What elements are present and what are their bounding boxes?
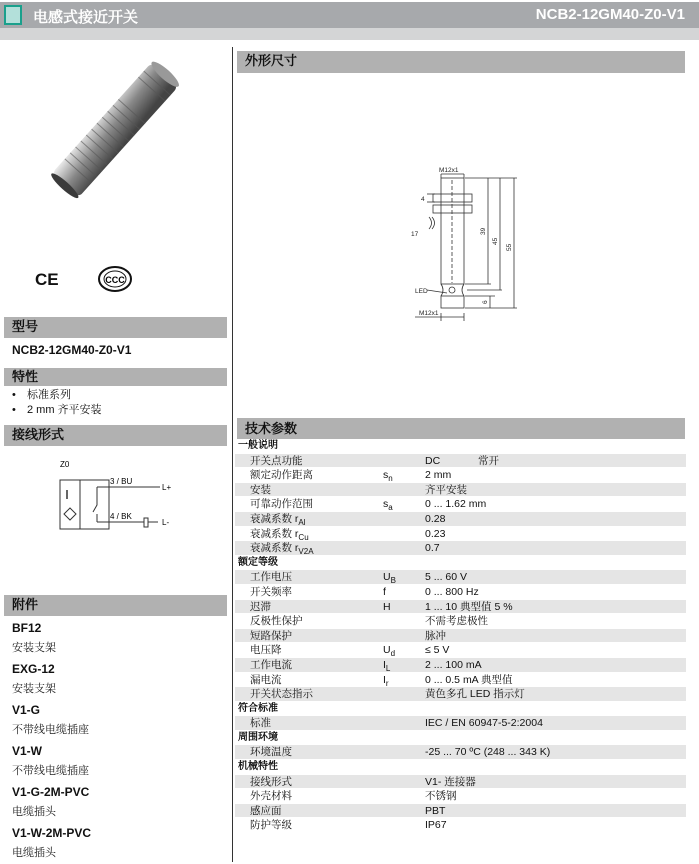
spec-symbol: $I_r$ [383,673,389,688]
spec-label: 电压降 [250,644,282,657]
spec-row [235,483,686,498]
spec-label: 标准 [250,717,271,730]
spec-label: 接线形式 [250,775,292,788]
spec-label: 漏电流 [250,673,282,686]
spec-row [235,775,686,790]
spec-symbol: $s_n$ [383,469,393,484]
spec-row [235,629,686,644]
svg-text:L+: L+ [162,483,172,492]
spec-value: 0.23 [425,527,446,540]
product-image [20,50,210,210]
svg-text:45: 45 [492,237,499,245]
specs-table [235,439,686,833]
spec-label: 衰减系数 $r_{V2A}$ [250,542,314,557]
svg-text:LED: LED [415,288,428,295]
accessory-name[interactable]: V1-G-2M-PVC [12,785,90,799]
spec-value: DC [425,454,441,467]
type-heading: 型号 [4,317,227,338]
spec-label: 防护等级 [250,819,292,832]
spec-value: 2 ... 100 mA [425,658,482,671]
spec-label: 额定动作距离 [250,469,313,482]
accessory-desc: 电缆插头 [12,847,56,859]
spec-row [235,541,686,556]
accessory-name[interactable]: V1-G [12,703,41,717]
spec-row [235,804,686,819]
spec-label: 反极性保护 [250,615,303,628]
spec-label: 工作电压 [250,571,292,584]
spec-row [235,673,686,688]
spec-value: 0.7 [425,542,440,555]
svg-text:4 / BK: 4 / BK [110,512,132,521]
svg-text:39: 39 [480,227,487,235]
spec-row [235,570,686,585]
dimensions-heading: 外形尺寸 [237,51,685,73]
spec-label: 开关频率 [250,585,292,598]
header-bar [0,2,699,28]
accessory-name[interactable]: EXG-12 [12,662,55,676]
model-title: NCB2-12GM40-Z0-V1 [535,6,685,23]
features-heading: 特性 [4,368,227,386]
spec-label: 可靠动作范围 [250,498,313,511]
page-title: 电感式接近开关 [33,9,139,26]
spec-row [235,643,686,658]
ccc-mark-icon [97,265,133,293]
accessories-heading: 附件 [4,595,227,616]
spec-value: 脉冲 [425,629,446,642]
header-strip [0,28,699,40]
spec-row [235,527,686,542]
spec-value: V1- 连接器 [425,775,476,788]
spec-label: 短路保护 [250,629,292,642]
spec-row [235,454,686,469]
spec-row [235,585,686,600]
accessory-name[interactable]: V1-W-2M-PVC [12,826,92,840]
spec-value: 0.28 [425,512,446,525]
spec-label: 开关状态指示 [250,688,313,701]
spec-group-title: 符合标准 [238,702,278,714]
wiring-diagram [40,450,200,550]
spec-row [235,468,686,483]
spec-symbol: H [383,600,391,613]
spec-row [235,687,686,702]
spec-group-title: 额定等级 [238,556,278,568]
spec-group-title: 周围环境 [238,731,278,743]
spec-row [235,658,686,673]
svg-text:17: 17 [411,231,419,238]
accessory-name[interactable]: BF12 [12,621,42,635]
spec-value: 0 ... 800 Hz [425,585,479,598]
spec-symbol: $I_L$ [383,658,391,673]
spec-row [235,745,686,760]
feature-item: • 2 mm 齐平安装 [12,404,102,416]
spec-value: 0 ... 0.5 mA 典型值 [425,673,513,686]
spec-group-title: 一般说明 [238,440,278,451]
spec-value: 不需考虑极性 [425,615,488,628]
accessory-desc: 安装支架 [12,683,56,695]
ce-mark-icon: CE [35,270,59,289]
spec-value: 2 mm [425,469,452,482]
accessory-desc: 不带线电缆插座 [12,765,89,777]
accessories-list [12,618,227,864]
spec-label: 外壳材料 [250,790,292,803]
svg-text:M12x1: M12x1 [439,167,459,174]
accessory-name[interactable]: V1-W [12,744,42,758]
spec-label: 衰减系数 $r_{Al}$ [250,512,306,527]
brand-logo-icon [4,5,22,25]
spec-value: IEC / EN 60947-5-2:2004 [425,717,543,730]
column-divider [232,47,233,862]
spec-row [235,818,686,833]
spec-symbol: $U_d$ [383,644,396,659]
spec-row [235,614,686,629]
svg-text:55: 55 [506,243,513,251]
specs-heading: 技术参数 [237,418,685,439]
model-number: NCB2-12GM40-Z0-V1 [12,343,132,357]
spec-value: 0 ... 1.62 mm [425,498,487,511]
spec-value: 齐平安装 [425,483,467,496]
svg-text:3 / BU: 3 / BU [110,477,133,486]
spec-label: 感应面 [250,804,282,817]
spec-value: 不锈钢 [425,790,457,803]
spec-row [235,789,686,804]
spec-symbol: $U_B$ [383,571,396,586]
dimension-drawing [405,165,535,325]
spec-value: IP67 [425,819,447,832]
spec-value-2: 常开 [478,454,499,467]
accessory-desc: 不带线电缆插座 [12,724,89,736]
spec-value: 1 ... 10 典型值 5 % [425,600,513,613]
accessory-desc: 安装支架 [12,642,56,654]
wiring-heading: 接线形式 [4,425,227,446]
spec-value: ≤ 5 V [425,644,450,657]
svg-text:L-: L- [162,518,170,527]
spec-row [235,716,686,731]
spec-label: 环境温度 [250,746,292,759]
spec-row [235,512,686,527]
spec-label: 工作电流 [250,658,292,671]
wiring-label: Z0 [60,460,70,469]
spec-symbol: f [383,585,386,598]
spec-value: 5 ... 60 V [425,571,468,584]
accessory-desc: 电缆插头 [12,806,56,818]
spec-row [235,600,686,615]
features-list [12,388,102,418]
spec-label: 衰减系数 $r_{Cu}$ [250,527,309,542]
spec-label: 迟滞 [250,600,271,613]
spec-value: -25 ... 70 ºC (248 ... 343 K) [425,746,551,759]
spec-row [235,497,686,512]
spec-label: 安装 [250,483,271,496]
spec-group-title: 机械特性 [238,761,278,773]
spec-label: 开关点功能 [250,454,303,467]
svg-text:4: 4 [421,196,425,203]
svg-text:6: 6 [482,300,489,304]
spec-value: 黄色多孔 LED 指示灯 [425,688,525,701]
feature-item: • 标准系列 [12,389,71,401]
spec-symbol: $s_a$ [383,498,393,513]
svg-text:M12x1: M12x1 [419,310,439,317]
svg-text:CCC: CCC [105,275,125,285]
spec-value: PBT [425,804,446,817]
